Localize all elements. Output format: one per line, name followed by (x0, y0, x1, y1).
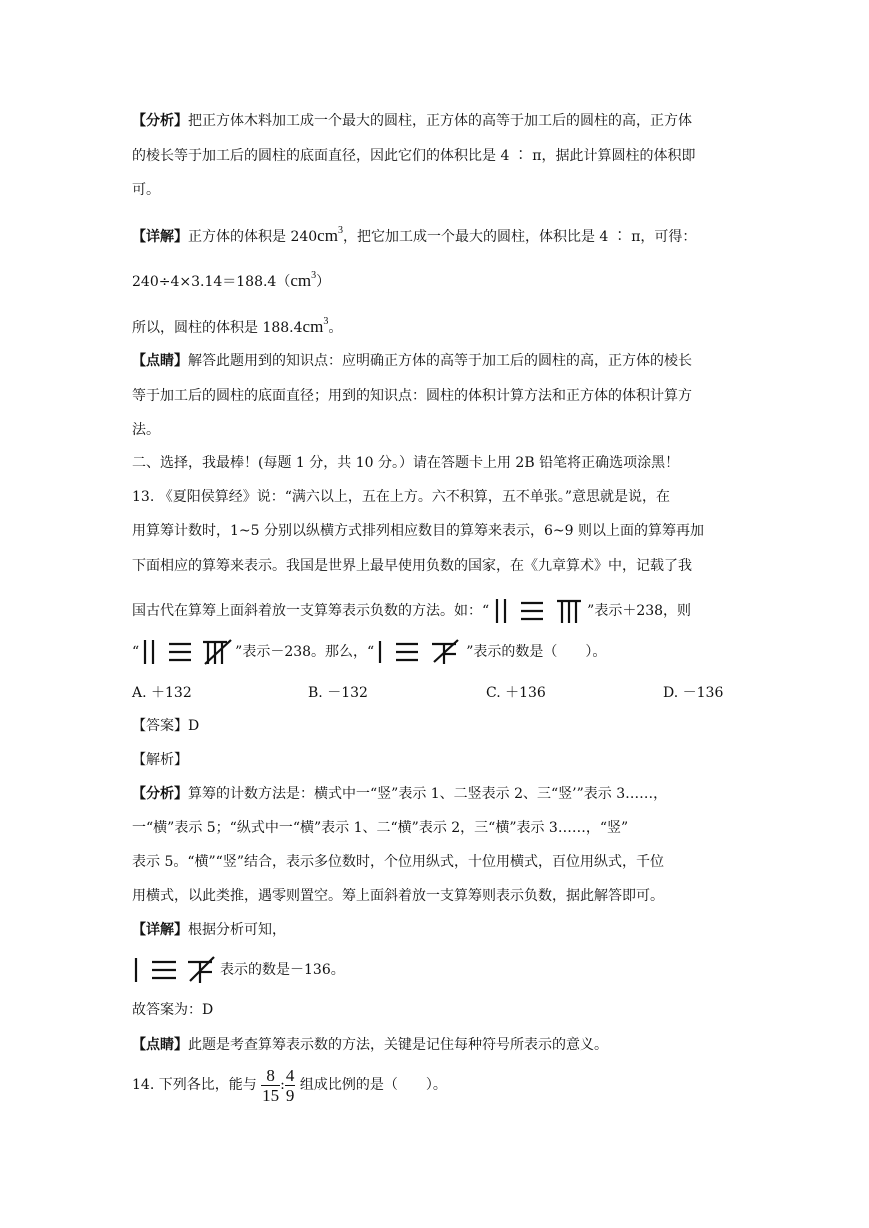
analysis-text: 把正方体木料加工成一个最大的圆柱，正方体的高等于加工后的圆柱的高，正方体 (188, 113, 692, 129)
ratio-colon: : (280, 1077, 285, 1093)
stem-text-4: ”表示的数是（ ）。 (466, 644, 607, 660)
q13-stem-line-3: 下面相应的算筹来表示。我国是世界上最早使用负数的国家，在《九章算术》中，记载了我 (132, 558, 692, 574)
q13-stem-line-1: 13. 《夏阳侯算经》说：“满六以上，五在上方。六不积算，五不单张。”意思就是说，在 (132, 489, 671, 505)
result-text: 所以，圆柱的体积是 188.4 (132, 320, 303, 336)
q12-note-line-1 (132, 351, 692, 371)
q13-analysis-line-1 (132, 784, 667, 804)
detail-text: 根据分析可知， (188, 922, 286, 938)
q12-analysis-line-2: 的棱长等于加工后的圆柱的底面直径，因此它们的体积比是 4 ∶ π，据此计算圆柱的体积即 (132, 148, 696, 164)
analysis-tag: 【分析】 (132, 786, 188, 802)
counting-rods-minus-238 (139, 638, 235, 666)
q13-detail-line-2 (132, 955, 345, 985)
note-tag: 【点睛】 (132, 1037, 188, 1053)
q13-stem-line-4 (132, 596, 691, 626)
unit-cm3: $cm^3$ (317, 225, 343, 245)
fraction-8-15: $\frac{8}{15}$ (262, 1065, 280, 1105)
q12-note-line-3: 法。 (132, 422, 160, 438)
q13-answer: 【答案】D (132, 718, 200, 734)
analysis-text: 算筹的计数方法是：横式中一“竖”表示 1、二竖表示 2、三“竖’”表示 3……， (188, 786, 668, 802)
q13-conclusion: 故答案为：D (132, 1002, 214, 1018)
detail-tag: 【详解】 (132, 229, 188, 245)
q12-detail-line (132, 221, 696, 247)
q12-note-line-2: 等于加工后的圆柱的底面直径；用到的知识点：圆柱的体积计算方法和正方体的体积计算方 (132, 388, 692, 404)
unit-cm3: $cm^3$ (302, 316, 329, 336)
detail-text: 正方体的体积是 240 (188, 229, 318, 245)
q12-calculation (132, 266, 330, 292)
stem-text-2: ”表示＋238，则 (587, 603, 692, 619)
q12-analysis-line-1 (132, 111, 692, 131)
q12-analysis-line-3: 可。 (132, 182, 160, 198)
q13-stem-line-2: 用算筹计数时，1~5 分别以纵横方式排列相应数目的算筹来表示，6~9 则以上面的算筹再加 (132, 523, 704, 539)
note-text: 此题是考查算筹表示数的方法，关键是记住每种符号所表示的意义。 (188, 1037, 608, 1053)
q13-analysis-line-3: 表示 5。“横”“竖”结合，表示多位数时，个位用纵式，十位用横式，百位用纵式，千位 (132, 854, 664, 870)
note-tag: 【点睛】 (132, 353, 188, 369)
option-d[interactable]: D. －136 (663, 685, 724, 701)
q13-stem-line-5 (132, 637, 606, 667)
detail-text-2: ，把它加工成一个最大的圆柱，体积比是 4 ∶ π，可得： (342, 229, 697, 245)
calc-text: 240÷4×3.14＝188.4（ (132, 274, 291, 290)
option-c[interactable]: C. ＋136 (486, 685, 546, 701)
analysis-tag: 【分析】 (132, 113, 188, 129)
counting-rods-minus-136 (132, 955, 220, 985)
unit-cm3: $cm^3$ (290, 270, 317, 290)
q12-result (132, 312, 342, 338)
counting-rods-question (374, 638, 466, 666)
q13-analysis-line-2: 一“横”表示 5；“纵式中一“横”表示 1、二“横”表示 2，三“横”表示 3……，“竖” (132, 820, 629, 836)
calc-text-end: ） (316, 274, 331, 290)
fraction-4-9: $\frac{4}{9}$ (285, 1065, 295, 1105)
option-b[interactable]: B. －132 (308, 685, 368, 701)
q13-detail-line-1 (132, 920, 286, 940)
detail-tag: 【详解】 (132, 922, 188, 938)
q13-explain-heading: 【解析】 (132, 752, 188, 768)
stem-text: 14. 下列各比，能与 (132, 1077, 257, 1093)
option-a[interactable]: A. ＋132 (132, 685, 192, 701)
detail-text-2: 表示的数是－136。 (220, 962, 345, 978)
stem-text-3: ”表示－238。那么，“ (235, 644, 375, 660)
counting-rods-plus-238 (489, 597, 587, 625)
result-end: 。 (328, 320, 343, 336)
stem-text: 国古代在算筹上面斜着放一支算筹表示负数的方法。如：“ (132, 603, 490, 619)
stem-text-2: 组成比例的是（ ）。 (299, 1077, 447, 1093)
q13-analysis-line-4: 用横式，以此类推，遇零则置空。筹上面斜着放一支算筹则表示负数，据此解答即可。 (132, 888, 664, 904)
section-2-title: 二、选择，我最棒！(每题 1 分，共 10 分。）请在答题卡上用 2B 铅笔将正确选项涂黑！ (132, 455, 680, 471)
q14-stem (132, 1062, 447, 1108)
q13-note (132, 1035, 608, 1055)
note-text: 解答此题用到的知识点：应明确正方体的高等于加工后的圆柱的高，正方体的棱长 (188, 353, 692, 369)
quote-open: “ (132, 644, 140, 660)
